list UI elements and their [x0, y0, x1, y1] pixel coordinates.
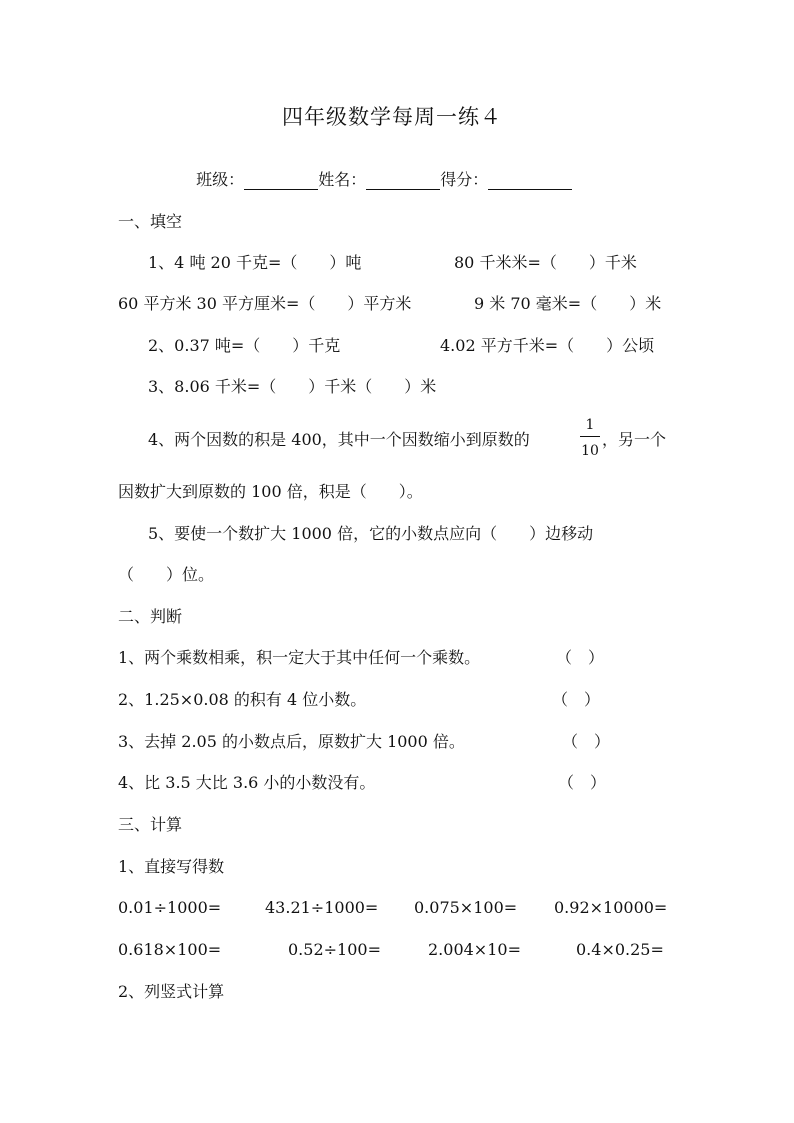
fraction-numerator: 1 [585, 417, 595, 433]
student-info-row [186, 150, 572, 190]
question-1c: 60 平方米 30 平方厘米=（ ）平方米 [118, 294, 412, 313]
class-blank[interactable] [244, 171, 318, 190]
fraction-bar [580, 436, 600, 437]
judge-item-text: 3、去掉 2.05 的小数点后，原数扩大 1000 倍。 [118, 732, 465, 751]
question-4-line1-end: ，另一个 [602, 430, 667, 449]
name-label: 姓名： [318, 170, 367, 189]
subheading-oral-calc: 1、直接写得数 [118, 857, 225, 876]
question-4-line2: 因数扩大到原数的 100 倍，积是（ ）。 [118, 482, 423, 501]
calc-item: 0.075×100= [414, 898, 518, 917]
calc-item: 43.21÷1000= [265, 898, 379, 917]
calc-item: 0.52÷100= [288, 940, 381, 959]
question-3: 3、8.06 千米=（ ）千米（ ）米 [148, 377, 437, 396]
judge-item-text: 2、1.25×0.08 的积有 4 位小数。 [118, 690, 367, 709]
judge-item-text: 4、比 3.5 大比 3.6 小的小数没有。 [118, 773, 376, 792]
section-heading: 三、计算 [118, 815, 183, 834]
class-label: 班级： [196, 170, 245, 189]
question-1a: 1、4 吨 20 千克=（ ）吨 [148, 253, 362, 272]
name-blank[interactable] [366, 171, 440, 190]
calc-item: 0.92×10000= [554, 898, 668, 917]
calc-item: 0.4×0.25= [576, 940, 664, 959]
question-5-line2: （ ）位。 [118, 565, 215, 584]
calc-item: 0.618×100= [118, 940, 222, 959]
question-1d: 9 米 70 毫米=（ ）米 [474, 294, 662, 313]
judge-item-text: 1、两个乘数相乘，积一定大于其中任何一个乘数。 [118, 648, 481, 667]
question-2a: 2、0.37 吨=（ ）千克 [148, 336, 341, 355]
question-4-line1: 4、两个因数的积是 400，其中一个因数缩小到原数的 [148, 430, 530, 449]
section-heading: 一、填空 [118, 212, 183, 231]
question-1b: 80 千米米=（ ）千米 [454, 253, 637, 272]
subheading-vertical-calc: 2、列竖式计算 [118, 982, 225, 1001]
judge-answer-parens[interactable]: （ ） [552, 690, 601, 709]
score-label: 得分： [440, 170, 489, 189]
judge-answer-parens[interactable]: （ ） [562, 732, 611, 751]
calc-item: 0.01÷1000= [118, 898, 222, 917]
judge-answer-parens[interactable]: （ ） [556, 648, 605, 667]
question-2b: 4.02 平方千米=（ ）公顷 [440, 336, 655, 355]
question-5-line1: 5、要使一个数扩大 1000 倍，它的小数点应向（ ）边移动 [148, 524, 594, 543]
section-heading: 二、判断 [118, 607, 183, 626]
page-title: 四年级数学每周一练４ [282, 105, 502, 129]
judge-answer-parens[interactable]: （ ） [558, 773, 607, 792]
score-blank[interactable] [488, 171, 572, 190]
fraction-denominator: 10 [581, 443, 599, 459]
calc-item: 2.004×10= [428, 940, 521, 959]
